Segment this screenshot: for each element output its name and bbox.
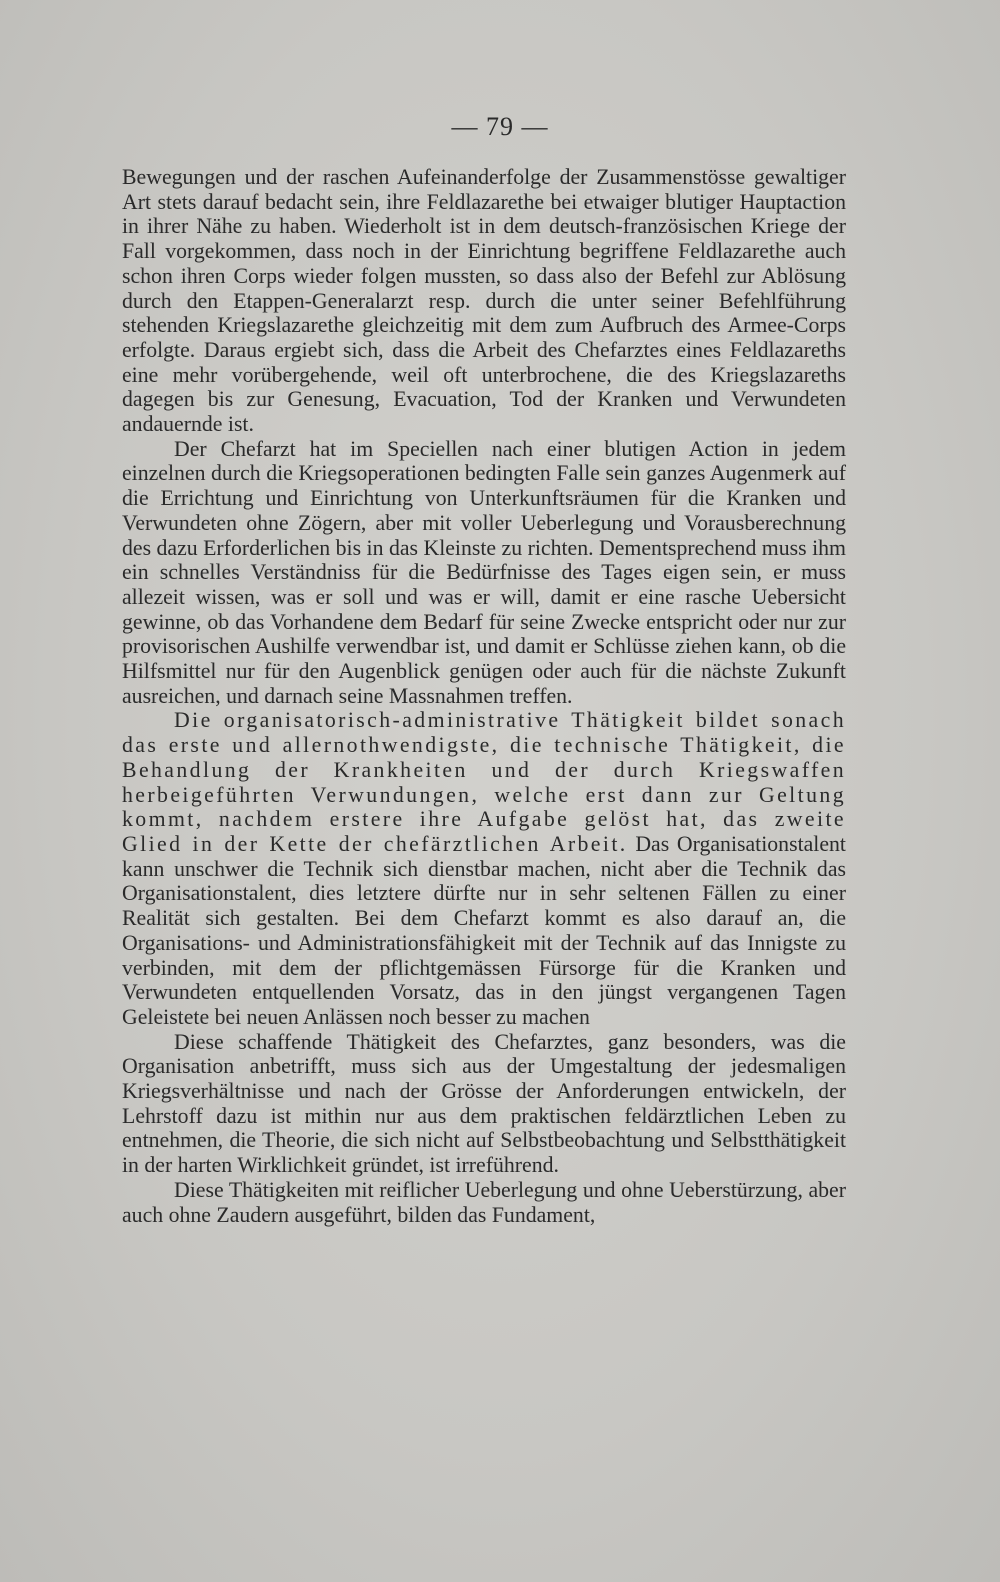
paragraph-text: Der Chefarzt hat im Speciellen nach einer blutigen Action in jedem einzelnen durch die Kriegsoperationen bedingten Falle sein ganzes Augenmerk auf die Errichtung und Einrichtung von Unterkunftsräumen für die Kranken und Verwundeten ohne Zögern, aber mit voller Ueberlegung und Vorausberechnung des dazu Erforderlichen bis in das Kleinste zu richten. Dementsprechend muss ihm ein schnelles Verständniss für die Bedürfnisse des Tages eigen sein, er muss allezeit wissen, was er soll und was er will, damit er eine rasche Uebersicht gewinne, ob das Vorhandene dem Bedarf für seine Zwecke entspricht oder nur zur provisorischen Aushilfe verwendbar ist, und damit er Schlüsse ziehen kann, ob die Hilfsmittel nur für den Augenblick genügen oder auch für die nächste Zukunft ausreichen, und darnach seine Massnahmen treffen.: [122, 436, 846, 708]
paragraph-text: Das Organisationstalent kann unschwer die Technik sich dienstbar machen, nicht aber die Technik das Organisationstalent, dies letztere dürfte nur in sehr seltenen Fällen zu einer Realität sich gestalten. Bei dem Chefarzt kommt es also darauf an, die Organisations- und Administrationsfähigkeit mit der Technik auf das Innigste zu verbinden, mit dem der pflichtgemässen Fürsorge für die Kranken und Verwundeten entquellenden Vorsatz, das in den jüngst vergangenen Tagen Geleistete bei neuen Anlässen noch besser zu machen: [122, 831, 846, 1029]
paragraph-2: [122, 437, 846, 709]
paragraph-text: Diese schaffende Thätigkeit des Chefarztes, ganz besonders, was die Organisation anbetrifft, muss sich aus der Umgestaltung der jedesmaligen Kriegsverhältnisse und nach der Grösse der Anforderungen entwickeln, der Lehrstoff dazu ist mithin nur aus dem praktischen feldärztlichen Leben zu entnehmen, die Theorie, die sich nicht auf Selbstbeobachtung und Selbstthätigkeit in der harten Wirklichkeit gründet, ist irreführend.: [122, 1029, 846, 1178]
paragraph-text: Bewegungen und der raschen Aufeinanderfolge der Zusammenstösse gewaltiger Art stets darauf bedacht sein, ihre Feldlazarethe bei etwaiger blutiger Hauptaction in ihrer Nähe zu haben. Wiederholt ist in dem deutsch-französischen Kriege der Fall vorgekommen, dass noch in der Einrichtung begriffene Feldlazarethe auch schon ihren Corps wieder folgen mussten, so dass also der Befehl zur Ablösung durch den Etappen-Generalarzt resp. durch die unter seiner Befehlführung stehenden Kriegslazarethe gleichzeitig mit dem zum Aufbruch des Armee-Corps erfolgte. Daraus ergiebt sich, dass die Arbeit des Chefarztes eines Feldlazareths eine mehr vorübergehende, weil oft unterbrochene, die des Kriegslazareths dagegen bis zur Genesung, Evacuation, Tod der Kranken und Verwundeten andauernde ist.: [122, 165, 846, 437]
paragraph-4: [122, 1030, 846, 1178]
emphasized-text: Die organisatorisch-administrative Thätigkeit bildet sonach das erste und allernothwendigste, die technische Thätigkeit, die Behandlung der Krankheiten und der durch Kriegswaffen herbeigeführten Verwundungen, welche erst dann zur Geltung kommt, nachdem erstere ihre Aufgabe gelöst hat, das zweite Glied in der Kette der chefärztlichen Arbeit.: [122, 708, 846, 856]
page-number: — 79 —: [451, 112, 549, 141]
paragraph-3: [122, 708, 846, 1029]
paragraph-text: Diese Thätigkeiten mit reiflicher Ueberlegung und ohne Ueberstürzung, aber auch ohne Zaudern ausgeführt, bilden das Fundament,: [122, 1177, 846, 1227]
paragraph-5: [122, 1178, 846, 1227]
body-text: [122, 165, 846, 1227]
paragraph-1: [122, 165, 846, 437]
